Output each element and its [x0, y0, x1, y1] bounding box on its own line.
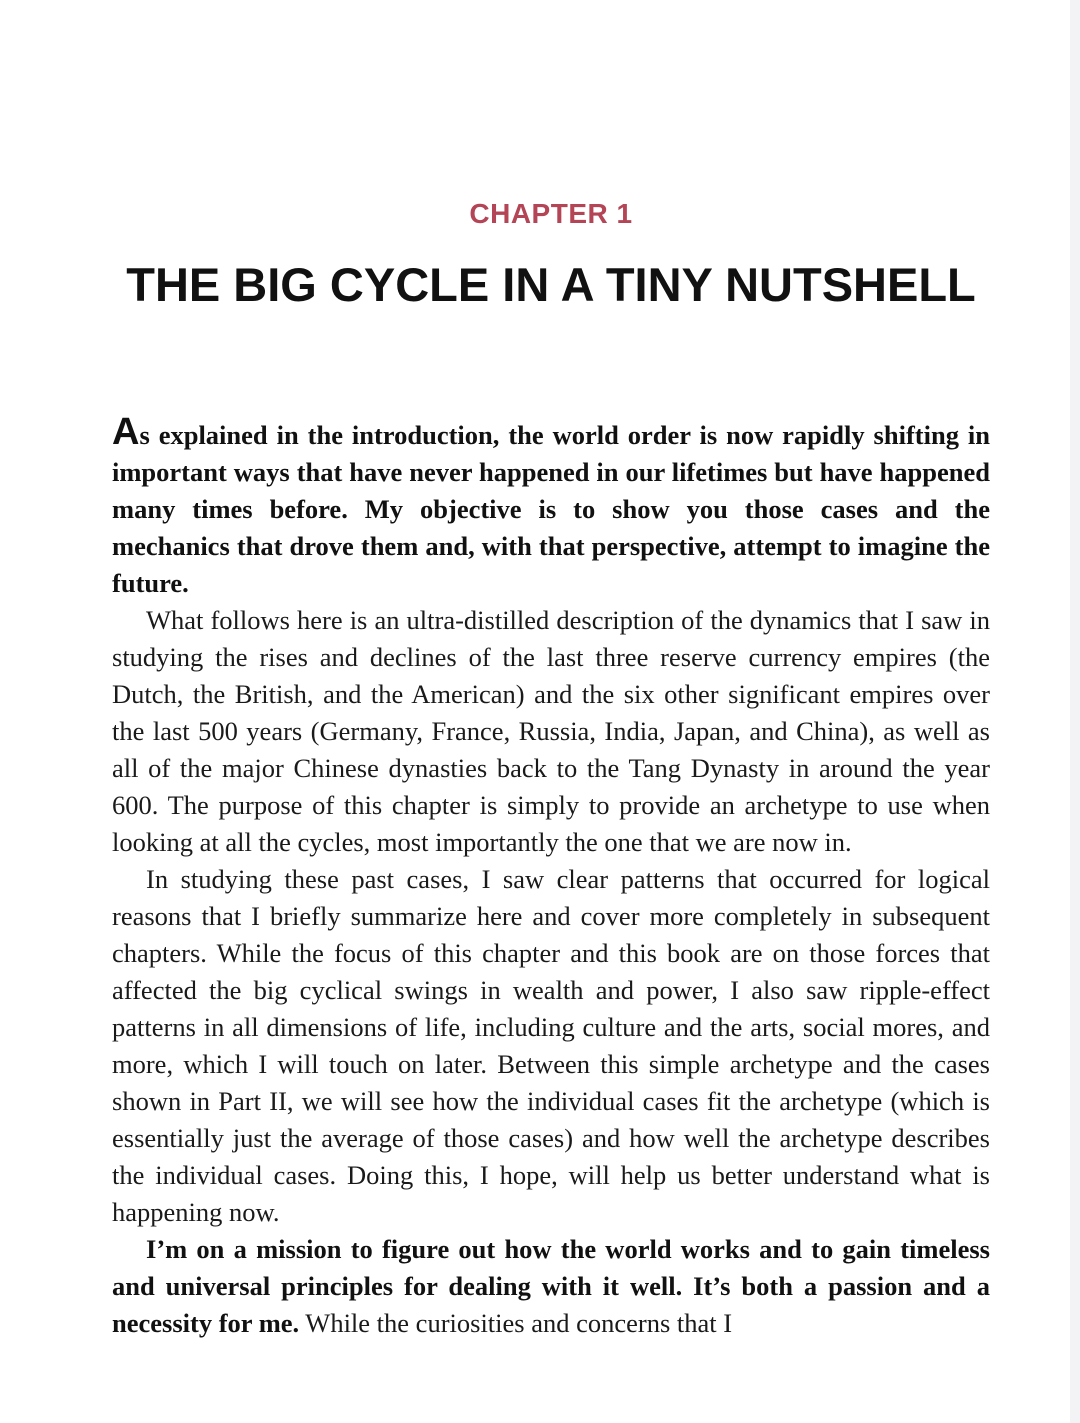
chapter-label: CHAPTER 1 [469, 198, 633, 229]
paragraph-2: What follows here is an ultra-distilled description of the dynamics that I saw in studying the rises and declines of the last three reserve currency empires (the Dutch, the British, and the American) and the six other significant empires over the last 500 years (Germany, France, Russia, India, Japan, and China), as well as all of the major Chinese dynasties back to the Tang Dynasty in around the year 600. The purpose of this chapter is simply to provide an archetype to use when looking at all the cycles, most importantly the one that we are now in. [112, 605, 990, 857]
drop-cap: A [112, 411, 140, 453]
paragraph-4-bold-lead: I’m on a mission to figure out how the world works and to gain timeless and universal principles for dealing with it well. It’s both a passion and a necessity for me. [112, 1234, 990, 1338]
chapter-title: THE BIG CYCLE IN A TINY NUTSHELL [126, 258, 976, 311]
paragraph-4-text: While the curiosities and concerns that I [299, 1308, 733, 1338]
paragraph-4 [112, 1231, 990, 1342]
paragraph-1-text: s explained in the introduction, the world order is now rapidly shifting in important ways that have never happened in our lifetimes but have happened many times before. My objective is to show you those cases and the mechanics that drove them and, with that perspective, attempt to imagine the future. [112, 420, 990, 598]
paragraph-3: In studying these past cases, I saw clear patterns that occurred for logical reasons that I briefly summarize here and cover more completely in subsequent chapters. While the focus of this chapter and this book are on those forces that affected the big cyclical swings in wealth and power, I also saw ripple-effect patterns in all dimensions of life, including culture and the arts, social mores, and more, which I will touch on later. Between this simple archetype and the cases shown in Part II, we will see how the individual cases fit the archetype (which is essentially just the average of those cases) and how well the archetype describes the individual cases. Doing this, I hope, will help us better understand what is happening now. [112, 864, 990, 1227]
book-page [112, 0, 990, 1423]
chapter-body [112, 411, 990, 1342]
scrollbar-track[interactable] [1070, 0, 1080, 1423]
paragraph-1 [112, 411, 990, 602]
